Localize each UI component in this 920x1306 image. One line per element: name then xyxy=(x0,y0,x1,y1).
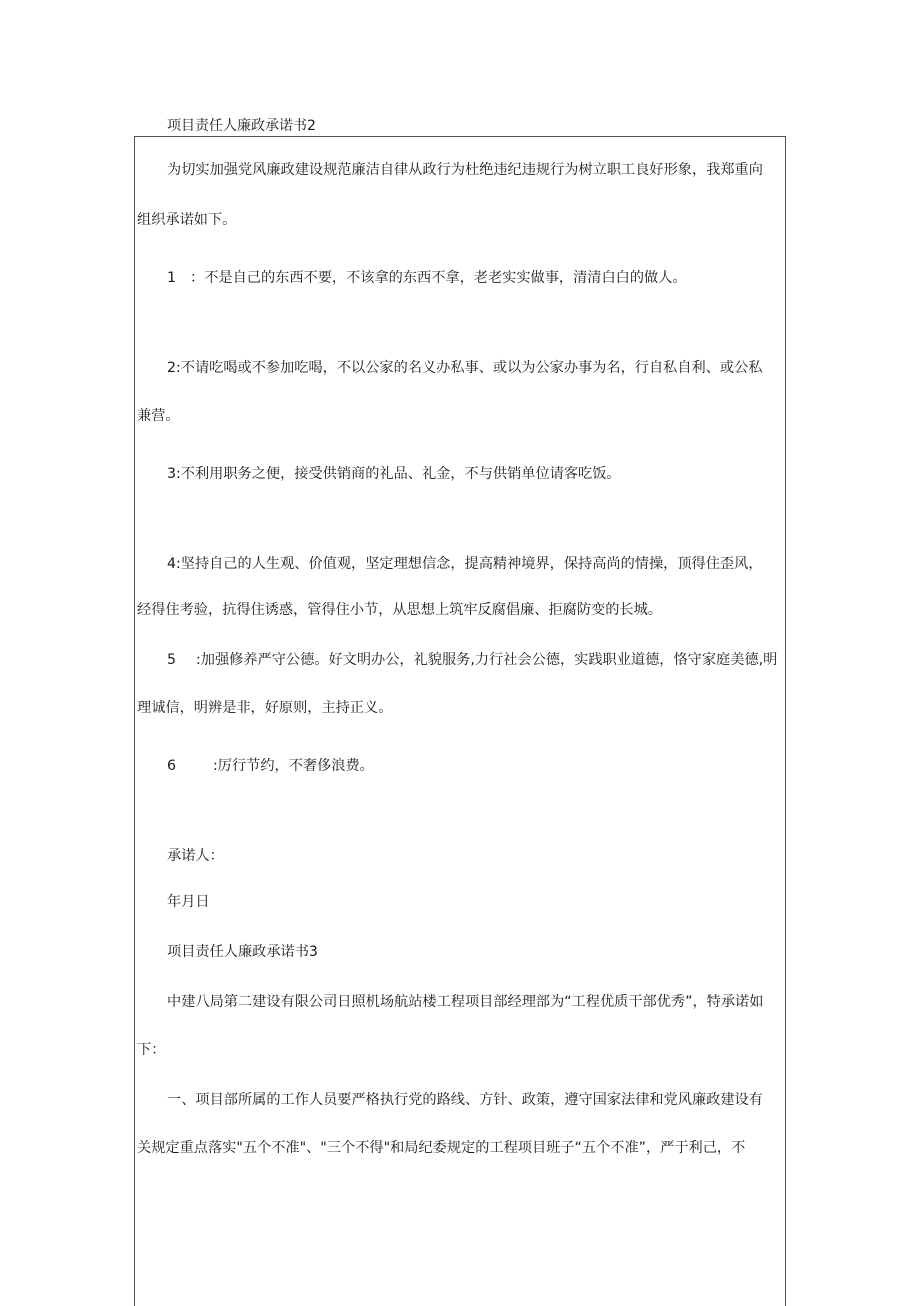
item-1-text: ：不是自己的东西不要，不该拿的东西不拿，老老实实做事，清清白白的做人。 xyxy=(190,270,687,286)
item-3-line-1: 3:不利用职务之便，接受供销商的礼品、礼金，不与供销单位请客吃饭。 xyxy=(167,466,621,482)
item-4-line-1: 4:坚持自己的人生观、价值观，坚定理想信念，提高精神境界，保持高尚的情操，顶得住歪风， xyxy=(167,556,763,572)
item-2-line-1: 2:不请吃喝或不参加吃喝，不以公家的名义办私事、或以为公家办事为名，行自私自利、或公私 xyxy=(167,360,763,376)
intro3-line-2: 下： xyxy=(137,1042,166,1058)
intro3-line-1: 中建八局第二建设有限公司日照机场航站楼工程项目部经理部为“工程优质干部优秀”，特承诺如 xyxy=(167,994,764,1010)
item-4-line-2: 经得住考验，抗得住诱惑，管得住小节，从思想上筑牢反腐倡廉、拒腐防变的长城。 xyxy=(137,602,662,618)
item-6-number: 6 xyxy=(167,758,177,774)
point-1-line-1: 一、项目部所属的工作人员要严格执行党的路线、方针、政策，遵守国家法律和党风廉政建设有 xyxy=(167,1092,763,1108)
item-5-line-1: :加强修养严守公德。好文明办公，礼貌服务,力行社会公德，实践职业道德，恪守家庭美德,明 xyxy=(196,652,778,668)
item-5-line-2: 理诚信，明辨是非，好原则，主持正义。 xyxy=(137,700,393,716)
section-heading-3: 项目责任人廉政承诺书3 xyxy=(167,944,318,960)
item-6-text: :厉行节约，不奢侈浪费。 xyxy=(213,758,374,774)
document-frame xyxy=(134,136,786,1306)
item-2-line-2: 兼营。 xyxy=(137,408,180,424)
date-label: 年月日 xyxy=(167,894,210,910)
section-heading-2: 项目责任人廉政承诺书2 xyxy=(167,118,316,134)
intro-line-2: 组织承诺如下。 xyxy=(137,212,237,228)
item-1-number: 1 xyxy=(167,270,177,286)
item-5-number: 5 xyxy=(167,652,177,668)
intro-line-1: 为切实加强党风廉政建设规范廉洁自律从政行为杜绝违纪违规行为树立职工良好形象，我郑重向 xyxy=(167,162,763,178)
point-1-line-2: 关规定重点落实"五个不准"、"三个不得"和局纪委规定的工程项目班子“五个不准”，严于利己，不 xyxy=(137,1140,746,1156)
signer-label: 承诺人： xyxy=(167,848,224,864)
